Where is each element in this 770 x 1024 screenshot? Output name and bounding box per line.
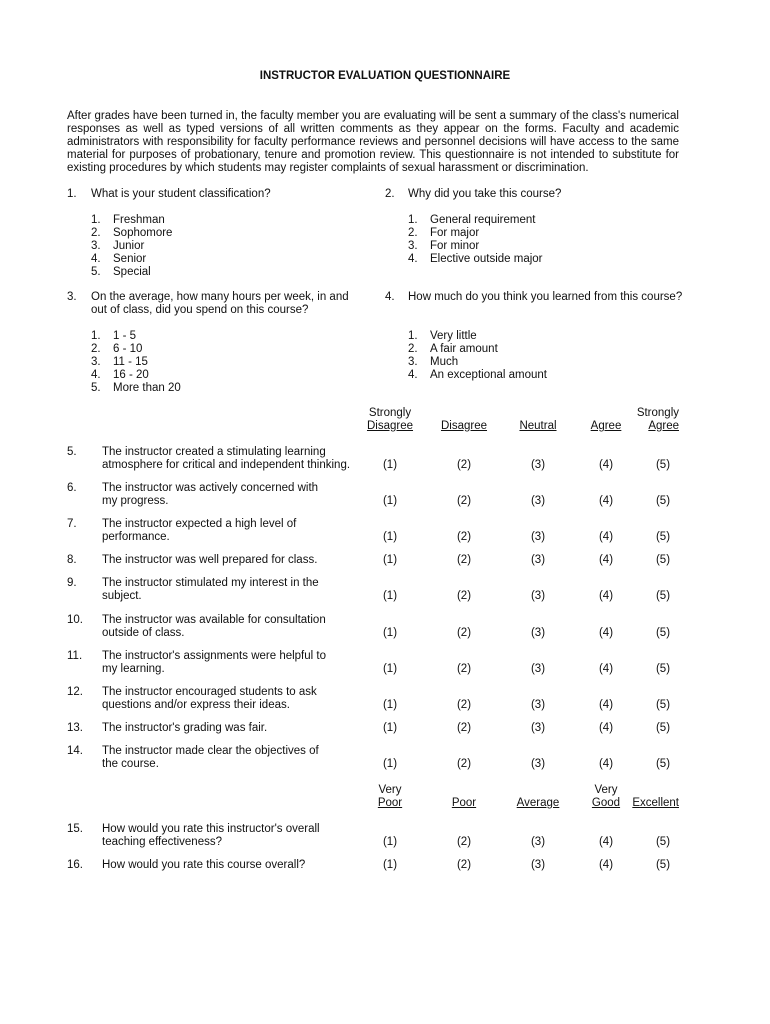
rating-choice-2[interactable]: (2) bbox=[456, 859, 472, 871]
q3-option-label: 6 - 10 bbox=[113, 343, 143, 355]
rating-item-number: 15. bbox=[67, 823, 83, 835]
agree-choice-1[interactable]: (1) bbox=[382, 554, 398, 566]
q4-option-label: A fair amount bbox=[430, 343, 498, 355]
agree-item-number: 13. bbox=[67, 722, 83, 734]
agree-item-text-line2: atmosphere for critical and independent thinking. bbox=[102, 459, 351, 471]
agree-choice-5[interactable]: (5) bbox=[655, 722, 671, 734]
agree-item-text-line1: The instructor's grading was fair. bbox=[102, 722, 268, 734]
agree-item-text-line1: The instructor was well prepared for class. bbox=[102, 554, 318, 566]
rating-choice-5[interactable]: (5) bbox=[655, 859, 671, 871]
agree-choice-4[interactable]: (4) bbox=[598, 627, 614, 639]
q4-option-label: Much bbox=[430, 356, 459, 368]
agree-choice-5[interactable]: (5) bbox=[655, 531, 671, 543]
q3-option-number: 5. bbox=[91, 382, 101, 394]
q3-option-label: 16 - 20 bbox=[113, 369, 149, 381]
q4-option-number: 2. bbox=[408, 343, 418, 355]
q3-option-number: 3. bbox=[91, 356, 101, 368]
agree-choice-4[interactable]: (4) bbox=[598, 554, 614, 566]
agree-choice-5[interactable]: (5) bbox=[655, 495, 671, 507]
q3-option-label: 1 - 5 bbox=[113, 330, 137, 342]
agree-item-text-line1: The instructor's assignments were helpful to bbox=[102, 650, 326, 662]
q2-option-number: 2. bbox=[408, 227, 418, 239]
scale-poor: Poor bbox=[451, 797, 477, 809]
q1-option-number: 4. bbox=[91, 253, 101, 265]
q2-option-number: 4. bbox=[408, 253, 418, 265]
agree-choice-3[interactable]: (3) bbox=[530, 627, 546, 639]
scale-very-poor-bottom: Poor bbox=[377, 797, 403, 809]
agree-choice-3[interactable]: (3) bbox=[530, 495, 546, 507]
scale-very-good-bottom: Good bbox=[591, 797, 621, 809]
agree-choice-2[interactable]: (2) bbox=[456, 699, 472, 711]
agree-item-text-line1: The instructor created a stimulating learning bbox=[102, 446, 326, 458]
agree-item-text-line1: The instructor stimulated my interest in the bbox=[102, 577, 319, 589]
agree-choice-1[interactable]: (1) bbox=[382, 699, 398, 711]
q1-option-label: Freshman bbox=[113, 214, 165, 226]
q4-option-label: Very little bbox=[430, 330, 477, 342]
q4-number: 4. bbox=[385, 291, 395, 303]
intro-paragraph: After grades have been turned in, the faculty member you are evaluating will be sent a summary of the class's numerical responses as well as typed versions of all written comments as they appear on the forms. Faculty and academic administrators with responsibility for faculty performance reviews and personnel decisions will have access to the same material for purposes of probationary, tenure and promotion review. This questionnaire is not intended to substitute for existing procedures by which students may register complaints of sexual harassment or discrimination. bbox=[67, 110, 679, 174]
q1-option-number: 3. bbox=[91, 240, 101, 252]
q3-option-label: 11 - 15 bbox=[113, 356, 148, 368]
scale-strongly-disagree-top: Strongly bbox=[368, 407, 412, 419]
agree-choice-2[interactable]: (2) bbox=[456, 590, 472, 602]
rating-choice-1[interactable]: (1) bbox=[382, 859, 398, 871]
agree-item-number: 11. bbox=[67, 650, 83, 662]
agree-choice-2[interactable]: (2) bbox=[456, 531, 472, 543]
rating-item-text-line1: How would you rate this course overall? bbox=[102, 859, 306, 871]
scale-agree: Agree bbox=[590, 420, 622, 432]
q1-option-label: Junior bbox=[113, 240, 145, 252]
rating-item-text-line1: How would you rate this instructor's overall bbox=[102, 823, 320, 835]
agree-choice-3[interactable]: (3) bbox=[530, 758, 546, 770]
q2-option-label: Elective outside major bbox=[430, 253, 543, 265]
agree-item-number: 12. bbox=[67, 686, 83, 698]
agree-choice-5[interactable]: (5) bbox=[655, 590, 671, 602]
agree-choice-4[interactable]: (4) bbox=[598, 699, 614, 711]
q1-number: 1. bbox=[67, 188, 77, 200]
agree-item-number: 9. bbox=[67, 577, 77, 589]
agree-choice-3[interactable]: (3) bbox=[530, 459, 546, 471]
agree-choice-5[interactable]: (5) bbox=[655, 554, 671, 566]
agree-choice-2[interactable]: (2) bbox=[456, 722, 472, 734]
q2-option-number: 1. bbox=[408, 214, 418, 226]
agree-choice-3[interactable]: (3) bbox=[530, 663, 546, 675]
rating-choice-5[interactable]: (5) bbox=[655, 836, 671, 848]
agree-choice-1[interactable]: (1) bbox=[382, 758, 398, 770]
agree-item-number: 6. bbox=[67, 482, 77, 494]
agree-choice-5[interactable]: (5) bbox=[655, 758, 671, 770]
agree-choice-3[interactable]: (3) bbox=[530, 699, 546, 711]
agree-item-text-line1: The instructor made clear the objectives of bbox=[102, 745, 319, 757]
agree-item-text-line1: The instructor encouraged students to ask bbox=[102, 686, 317, 698]
rating-choice-3[interactable]: (3) bbox=[530, 859, 546, 871]
rating-choice-4[interactable]: (4) bbox=[598, 859, 614, 871]
agree-choice-1[interactable]: (1) bbox=[382, 459, 398, 471]
scale-excellent: Excellent bbox=[632, 797, 679, 809]
rating-choice-1[interactable]: (1) bbox=[382, 836, 398, 848]
agree-choice-1[interactable]: (1) bbox=[382, 531, 398, 543]
agree-choice-2[interactable]: (2) bbox=[456, 459, 472, 471]
q3-option-number: 2. bbox=[91, 343, 101, 355]
agree-choice-5[interactable]: (5) bbox=[655, 459, 671, 471]
agree-item-text-line1: The instructor expected a high level of bbox=[102, 518, 297, 530]
q3-text-line1: On the average, how many hours per week, in and bbox=[91, 291, 349, 303]
q3-option-number: 1. bbox=[91, 330, 101, 342]
agree-choice-5[interactable]: (5) bbox=[655, 663, 671, 675]
agree-choice-3[interactable]: (3) bbox=[530, 590, 546, 602]
q2-option-label: For major bbox=[430, 227, 480, 239]
q1-option-number: 2. bbox=[91, 227, 101, 239]
agree-choice-1[interactable]: (1) bbox=[382, 627, 398, 639]
q2-option-label: For minor bbox=[430, 240, 480, 252]
rating-choice-4[interactable]: (4) bbox=[598, 836, 614, 848]
scale-disagree: Disagree bbox=[440, 420, 488, 432]
scale-average: Average bbox=[516, 797, 560, 809]
q3-number: 3. bbox=[67, 291, 77, 303]
q1-option-number: 5. bbox=[91, 266, 101, 278]
q1-option-label: Senior bbox=[113, 253, 147, 265]
agree-choice-2[interactable]: (2) bbox=[456, 758, 472, 770]
q2-text: Why did you take this course? bbox=[408, 188, 562, 200]
agree-item-text-line2: the course. bbox=[102, 758, 159, 770]
rating-choice-3[interactable]: (3) bbox=[530, 836, 546, 848]
agree-item-text-line2: outside of class. bbox=[102, 627, 185, 639]
agree-choice-5[interactable]: (5) bbox=[655, 627, 671, 639]
q2-number: 2. bbox=[385, 188, 395, 200]
scale-strongly-disagree-bottom: Disagree bbox=[366, 420, 414, 432]
agree-item-text-line2: performance. bbox=[102, 531, 170, 543]
rating-choice-2[interactable]: (2) bbox=[456, 836, 472, 848]
agree-choice-4[interactable]: (4) bbox=[598, 663, 614, 675]
agree-item-number: 8. bbox=[67, 554, 77, 566]
q3-option-number: 4. bbox=[91, 369, 101, 381]
q2-option-label: General requirement bbox=[430, 214, 536, 226]
page-title: INSTRUCTOR EVALUATION QUESTIONNAIRE bbox=[259, 70, 511, 82]
agree-item-text-line1: The instructor was actively concerned with bbox=[102, 482, 319, 494]
agree-choice-3[interactable]: (3) bbox=[530, 722, 546, 734]
agree-item-text-line1: The instructor was available for consultation bbox=[102, 614, 326, 626]
rating-item-number: 16. bbox=[67, 859, 83, 871]
agree-item-number: 10. bbox=[67, 614, 83, 626]
q4-option-label: An exceptional amount bbox=[430, 369, 547, 381]
q3-text-line2: out of class, did you spend on this course? bbox=[91, 304, 309, 316]
agree-choice-2[interactable]: (2) bbox=[456, 663, 472, 675]
agree-choice-4[interactable]: (4) bbox=[598, 590, 614, 602]
q4-option-number: 3. bbox=[408, 356, 418, 368]
q3-option-label: More than 20 bbox=[113, 382, 181, 394]
scale-strongly-agree-bottom: Agree bbox=[648, 420, 679, 432]
agree-choice-4[interactable]: (4) bbox=[598, 531, 614, 543]
agree-item-text-line2: questions and/or express their ideas. bbox=[102, 699, 290, 711]
agree-choice-4[interactable]: (4) bbox=[598, 722, 614, 734]
scale-strongly-agree-top: Strongly bbox=[636, 407, 679, 419]
q1-text: What is your student classification? bbox=[91, 188, 271, 200]
agree-choice-1[interactable]: (1) bbox=[382, 722, 398, 734]
agree-choice-1[interactable]: (1) bbox=[382, 663, 398, 675]
agree-choice-2[interactable]: (2) bbox=[456, 627, 472, 639]
agree-choice-1[interactable]: (1) bbox=[382, 590, 398, 602]
scale-very-poor-top: Very bbox=[378, 784, 402, 796]
q1-option-number: 1. bbox=[91, 214, 101, 226]
agree-choice-2[interactable]: (2) bbox=[456, 495, 472, 507]
q4-option-number: 4. bbox=[408, 369, 418, 381]
agree-choice-3[interactable]: (3) bbox=[530, 531, 546, 543]
q1-option-label: Sophomore bbox=[113, 227, 173, 239]
agree-item-text-line2: my learning. bbox=[102, 663, 165, 675]
agree-item-text-line2: subject. bbox=[102, 590, 142, 602]
rating-item-text-line2: teaching effectiveness? bbox=[102, 836, 222, 848]
agree-choice-1[interactable]: (1) bbox=[382, 495, 398, 507]
q1-option-label: Special bbox=[113, 266, 151, 278]
agree-choice-2[interactable]: (2) bbox=[456, 554, 472, 566]
agree-choice-3[interactable]: (3) bbox=[530, 554, 546, 566]
agree-item-number: 7. bbox=[67, 518, 77, 530]
agree-choice-5[interactable]: (5) bbox=[655, 699, 671, 711]
q2-option-number: 3. bbox=[408, 240, 418, 252]
agree-item-number: 14. bbox=[67, 745, 83, 757]
agree-choice-4[interactable]: (4) bbox=[598, 758, 614, 770]
agree-item-number: 5. bbox=[67, 446, 77, 458]
scale-neutral: Neutral bbox=[519, 420, 557, 432]
q4-text: How much do you think you learned from this course? bbox=[408, 291, 683, 303]
agree-choice-4[interactable]: (4) bbox=[598, 459, 614, 471]
agree-choice-4[interactable]: (4) bbox=[598, 495, 614, 507]
scale-very-good-top: Very bbox=[594, 784, 618, 796]
agree-item-text-line2: my progress. bbox=[102, 495, 169, 507]
q4-option-number: 1. bbox=[408, 330, 418, 342]
